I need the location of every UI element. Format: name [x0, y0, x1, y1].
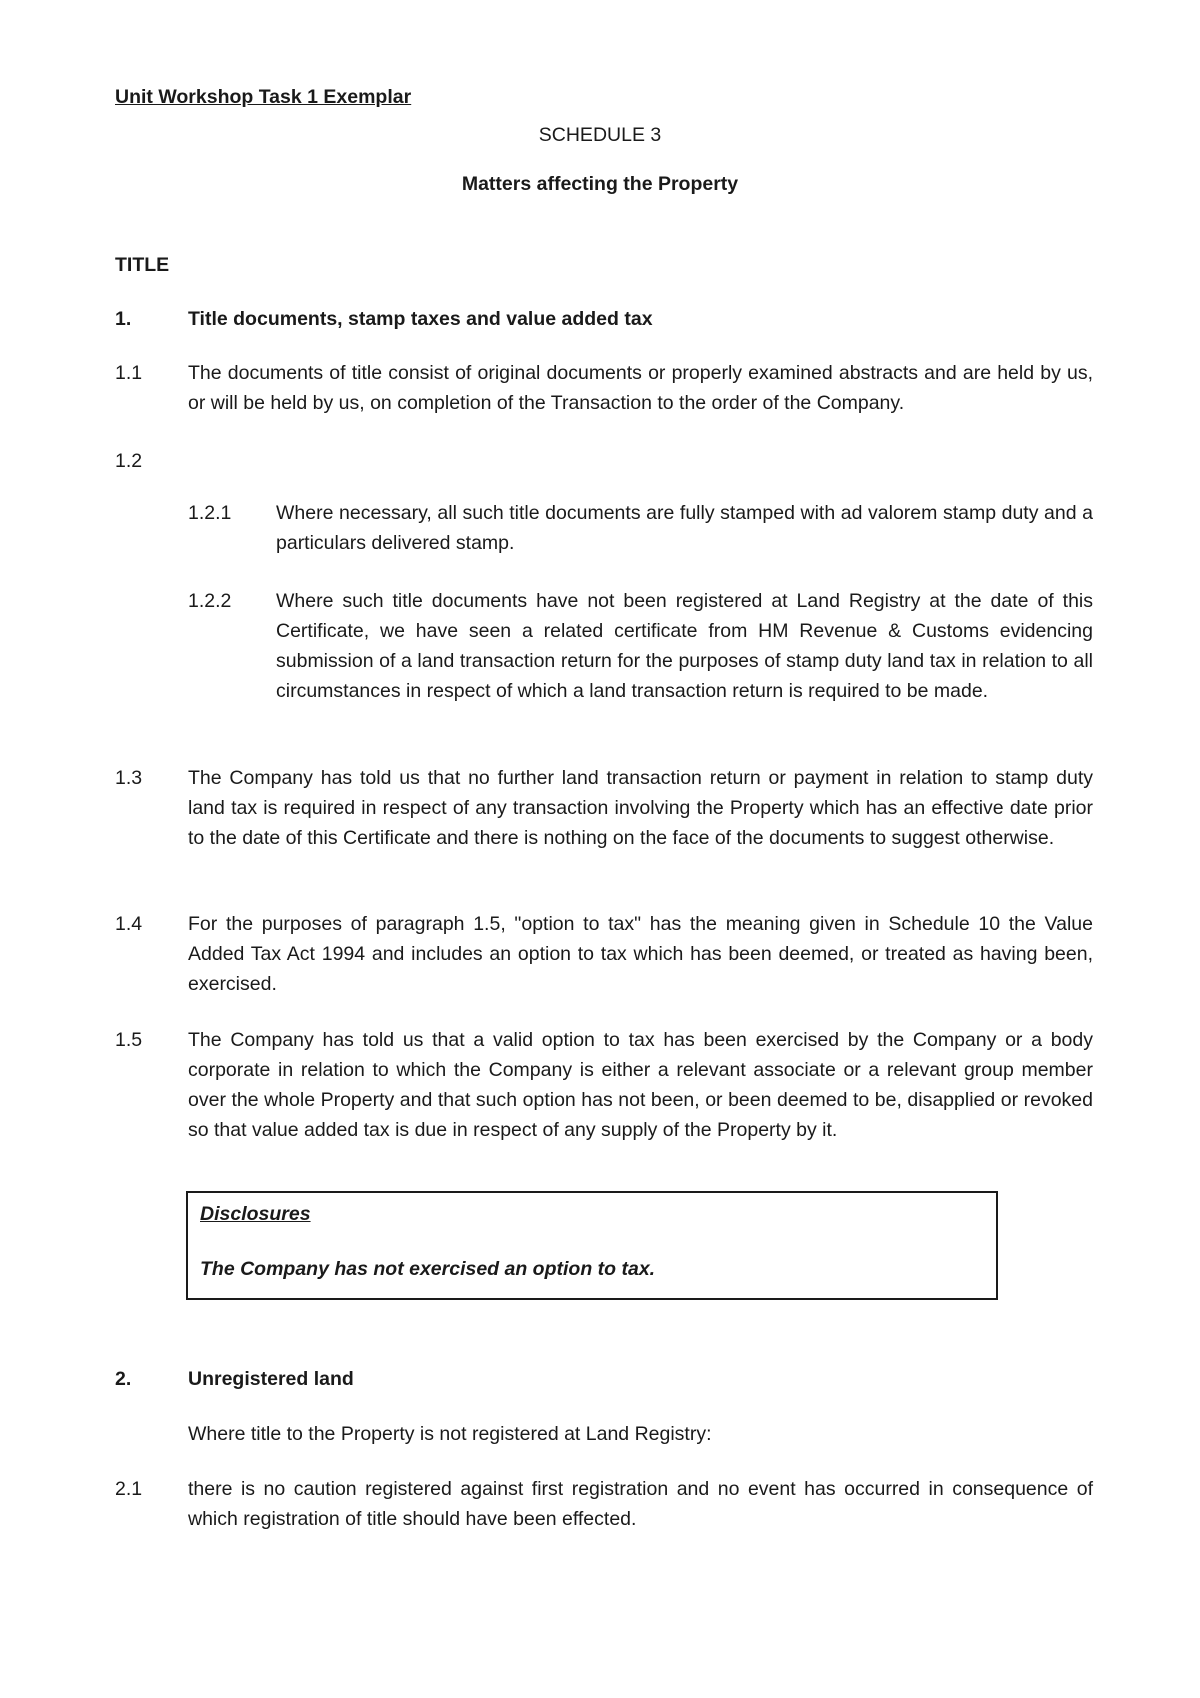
document-header: Unit Workshop Task 1 Exemplar [115, 86, 412, 108]
schedule-subtitle: Matters affecting the Property [461, 173, 739, 195]
para-1-5-text: The Company has told us that a valid option to tax has been exercised by the Company or a body corporate in relation to which the Company is either a relevant associate or a relevant group member over the whole Property and that such option has not been, or been deemed to be, disapplied or revoked so that value added tax is due in respect of any supply of the Property by it. [188, 1029, 1093, 1141]
disclosures-text: The Company has not exercised an option to tax. [200, 1258, 656, 1280]
para-2-1-number: 2.1 [115, 1478, 143, 1500]
para-1-3-number: 1.3 [115, 767, 143, 789]
section-2-title: Unregistered land [188, 1368, 354, 1390]
para-1-2-2-text: Where such title documents have not been registered at Land Registry at the date of this Certificate, we have seen a related certificate from HM Revenue & Customs evidencing submission of a land transaction return for the purposes of stamp duty land tax in relation to all circumstances in respect of which a land transaction return is required to be made. [276, 590, 1093, 702]
disclosures-title: Disclosures [200, 1203, 311, 1225]
para-1-1-text: The documents of title consist of original documents or properly examined abstracts and are held by us, or will be held by us, on completion of the Transaction to the order of the Company. [188, 362, 1093, 414]
schedule-title: SCHEDULE 3 [538, 124, 662, 146]
para-1-4-text: For the purposes of paragraph 1.5, "option to tax" has the meaning given in Schedule 10 the Value Added Tax Act 1994 and includes an option to tax which has been deemed, or treated as having been, exercised. [188, 913, 1093, 995]
para-1-3-text: The Company has told us that no further land transaction return or payment in relation to stamp duty land tax is required in respect of any transaction involving the Property which has an effective date prior to the date of this Certificate and there is nothing on the face of the documents to suggest otherwise. [188, 767, 1093, 849]
para-1-2-number: 1.2 [115, 450, 143, 472]
para-1-5-number: 1.5 [115, 1029, 143, 1051]
section-2-intro: Where title to the Property is not registered at Land Registry: [188, 1423, 712, 1445]
para-2-1-text: there is no caution registered against first registration and no event has occurred in consequence of which registration of title should have been effected. [188, 1478, 1093, 1530]
para-1-4-number: 1.4 [115, 913, 143, 935]
section-heading-title: TITLE [115, 254, 170, 276]
section-2-number: 2. [115, 1368, 132, 1390]
para-1-2-2-number: 1.2.2 [188, 590, 232, 612]
section-1-title: Title documents, stamp taxes and value added tax [188, 308, 653, 330]
disclosures-box [186, 1191, 998, 1300]
para-1-1-number: 1.1 [115, 362, 143, 384]
section-1-number: 1. [115, 308, 132, 330]
para-1-2-1-text: Where necessary, all such title documents are fully stamped with ad valorem stamp duty and a particulars delivered stamp. [276, 502, 1093, 554]
para-1-2-1-number: 1.2.1 [188, 502, 232, 524]
